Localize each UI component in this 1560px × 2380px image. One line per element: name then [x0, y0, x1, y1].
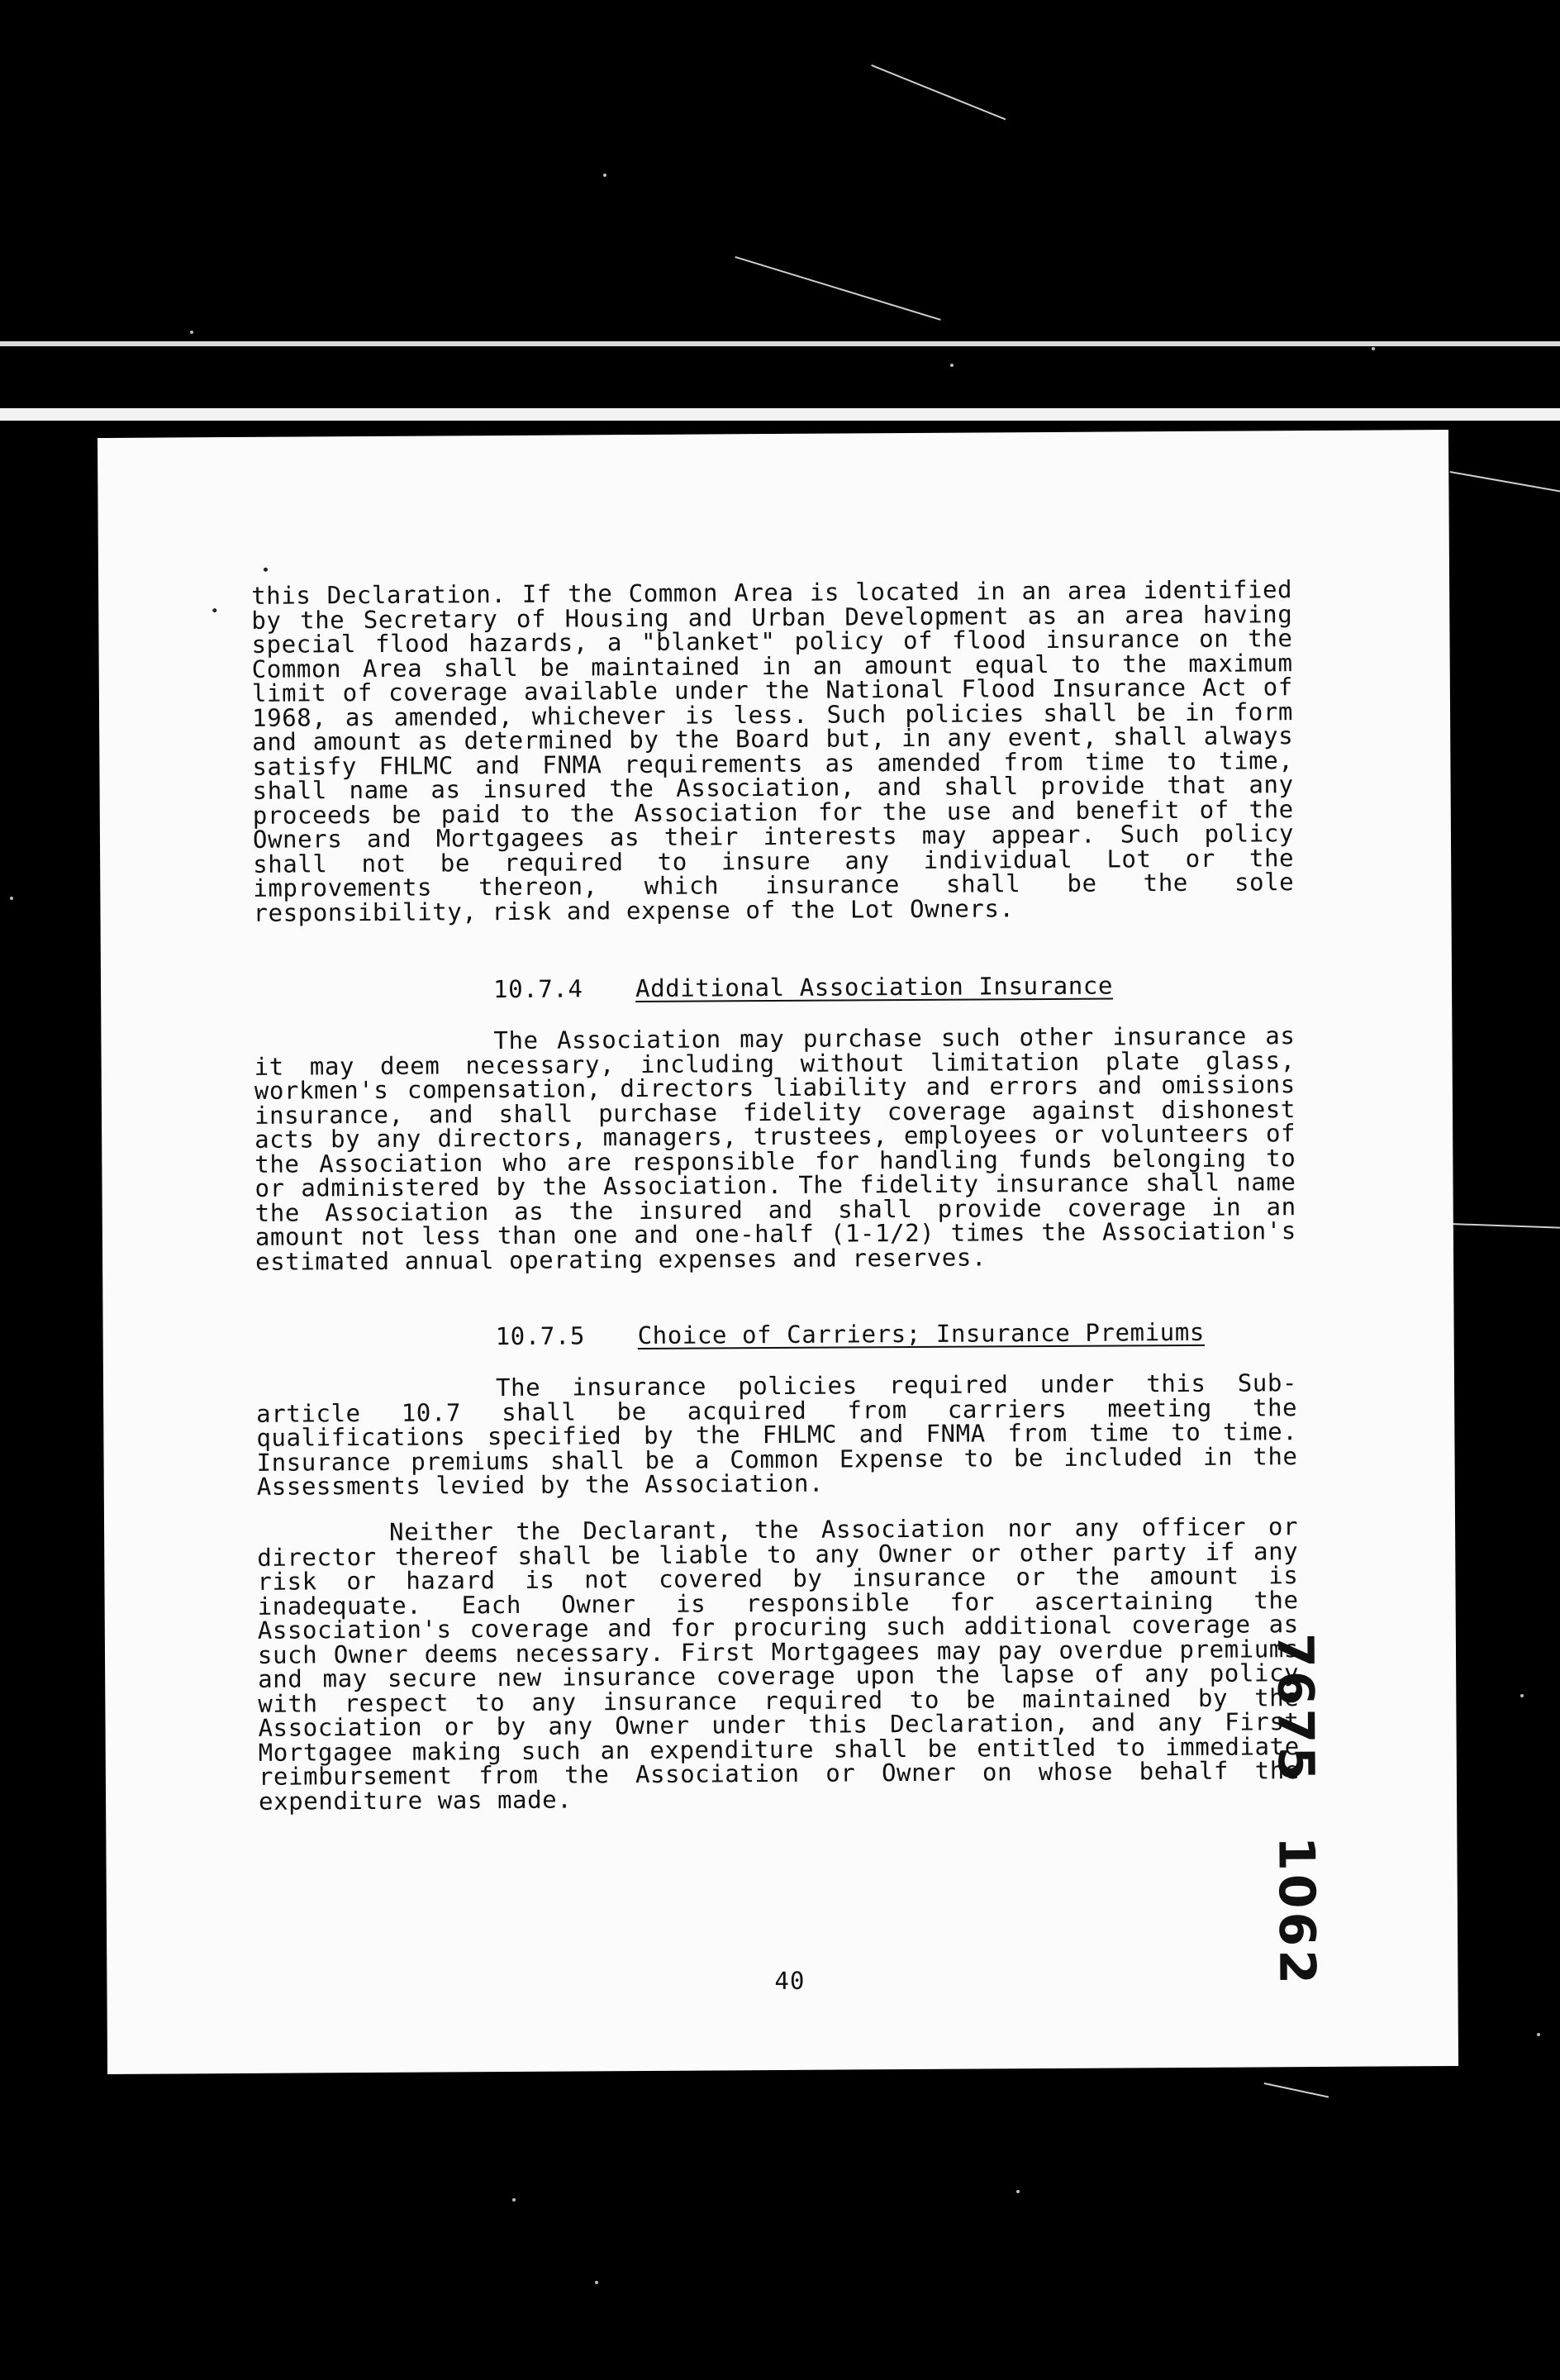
scan-speck	[190, 331, 193, 334]
section-title: Choice of Carriers; Insurance Premiums	[637, 1317, 1206, 1350]
paragraph-additional-insurance: The Association may purchase such other insurance as it may deem necessary, including without limitation plate glass, workmen's compensation, directors liability and errors and omissions insurance, and shall purchase fidelity coverage against dishonest acts by any directors, managers, trustees, employees or volunteers of the Association who are responsible for handling funds belonging to or administered by the Association. The fidelity insurance shall name the Association as the insured and shall provide coverage in an amount not less than one and one-half (1-1/2) times the Association's estimated annual operating expenses and reserves.	[254, 1021, 1296, 1276]
scan-streak	[735, 256, 940, 321]
section-number: 10.7.4	[492, 974, 583, 1004]
document-page	[98, 430, 1458, 2074]
section-number: 10.7.5	[495, 1321, 586, 1351]
book-page-stamp: 7675 1062	[1265, 1632, 1326, 1988]
scan-speck	[1520, 1694, 1524, 1697]
scanner-edge-band	[0, 408, 1560, 421]
scan-speck	[1372, 347, 1375, 350]
scan-streak	[1450, 1223, 1560, 1229]
page-number: 40	[774, 1966, 806, 1996]
section-title: Additional Association Insurance	[635, 971, 1114, 1003]
scan-speck	[595, 2281, 598, 2284]
section-heading-10-7-4	[493, 973, 1113, 1003]
scan-streak	[1450, 471, 1560, 493]
scan-streak	[871, 64, 1006, 120]
scan-streak	[1264, 2082, 1329, 2098]
stray-mark	[264, 568, 268, 572]
stray-mark	[212, 608, 216, 612]
paragraph-liability: Neither the Declarant, the Association nor any officer or director thereof shall be liable to any Owner or other party if any risk or hazard is not covered by insurance or the amount is inadequate. Each Owner is responsible for ascertaining the Association's coverage and for procuring such additional coverage as such Owner deems necessary. First Mortgagees may pay overdue premiums and may secure new insurance coverage upon the lapse of any policy with respect to any insurance required to be maintained by the Association or by any Owner under this Declaration, and any First Mortgagee making such an expenditure shall be entitled to immediate reimbursement from the Association or Owner on whose behalf the expenditure was made.	[257, 1512, 1300, 1816]
scan-speck	[10, 897, 13, 900]
scanner-edge-line	[0, 341, 1560, 346]
section-heading-10-7-5	[496, 1319, 1205, 1349]
scan-speck	[1016, 2190, 1020, 2193]
scan-speck	[950, 364, 954, 367]
scan-speck	[1537, 2033, 1540, 2036]
paragraph-flood-insurance: this Declaration. If the Common Area is located in an area identified by the Secretary of Housing and Urban Development as an area having special flood hazards, a "blanket" policy of flood insurance on the Common Area shall be maintained in an amount equal to the maximum limit of coverage available under the National Flood Insurance Act of 1968, as amended, whichever is less. Such policies shall be in form and amount as determined by the Board but, in any event, shall always satisfy FHLMC and FNMA requirements as amended from time to time, shall name as insured the Association, and shall provide that any proceeds be paid to the Association for the use and benefit of the Owners and Mortgagees as their interests may appear. Such policy shall not be required to insure any individual Lot or the improvements thereon, which insurance shall be the sole responsibility, risk and expense of the Lot Owners.	[251, 575, 1295, 927]
paragraph-carriers: The insurance policies required under this Sub-article 10.7 shall be acquired from carriers meeting the qualifications specified by the FHLMC and FNMA from time to time. Insurance premiums shall be a Common Expense to be included in the Assessments levied by the Association.	[256, 1368, 1298, 1501]
scan-speck	[603, 174, 606, 177]
scan-speck	[512, 2198, 516, 2202]
